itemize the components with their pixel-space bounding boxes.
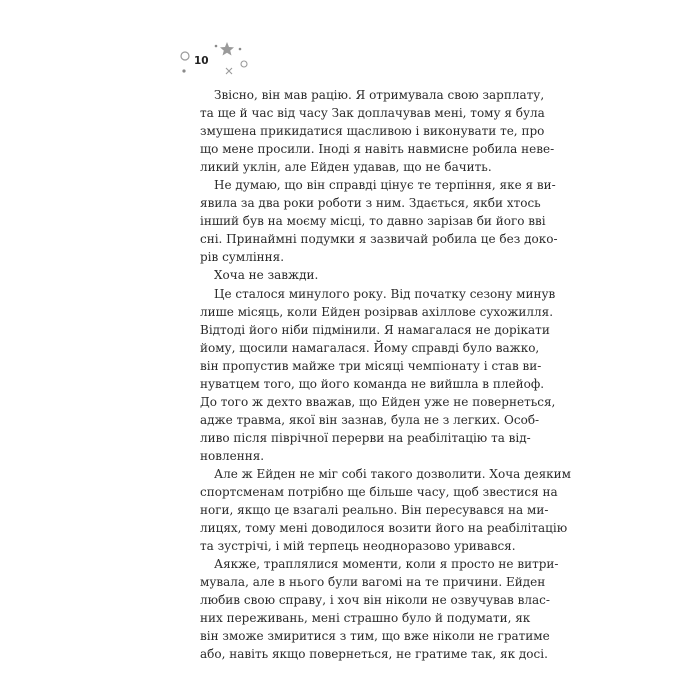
text-line: ноги, якщо це взагалі реально. Він пересувався на ми- — [200, 503, 549, 518]
text-line: йому, щосили намагалася. Йому справді було важко, — [200, 340, 540, 355]
text-line: мувала, але в нього були вагомі на те причини. Ейден — [200, 575, 546, 590]
text-line: Аякже, траплялися моменти, коли я просто не витри- — [214, 557, 559, 572]
text-line: інший був на моєму місці, то давно зарізав би його вві — [200, 214, 546, 229]
paragraph — [200, 285, 556, 465]
text-line: Відтоді його ніби підмінили. Я намагалася не дорікати — [200, 322, 550, 337]
text-line: Це сталося минулого року. Від початку сезону минув — [214, 286, 556, 301]
body-text — [200, 86, 571, 664]
paragraph — [200, 465, 571, 555]
text-line: та зустрічі, і мій терпець неодноразово уривався. — [200, 539, 516, 554]
text-line: Звісно, він мав рацію. Я отримувала свою зарплату, — [214, 88, 545, 102]
text-line: Не думаю, що він справді цінує те терпіння, яке я ви- — [214, 178, 556, 193]
text-line: них переживань, мені страшно було й подумати, як — [200, 611, 531, 626]
text-line: адже травма, якої він зазнав, була не з легких. Особ- — [200, 412, 540, 427]
paragraph — [200, 86, 555, 176]
star-icon — [220, 42, 234, 56]
circle-outline-icon — [241, 61, 247, 67]
text-line: Але ж Ейден не міг собі такого дозволити. Хоча деяким — [214, 466, 571, 481]
text-line: Хоча не завжди. — [214, 268, 319, 283]
text-line: що мене просили. Іноді я навіть навмисне робила неве- — [200, 142, 555, 157]
text-line: лише місяць, коли Ейден розірвав ахіллове сухожилля. — [200, 304, 554, 319]
dot-icon — [215, 45, 218, 48]
page-number: 10 — [194, 55, 209, 67]
sparkle-icon — [226, 68, 232, 74]
text-line: явила за два роки роботи з ним. Здається, якби хтось — [200, 196, 541, 211]
text-line: лицях, тому мені доводилося возити його на реабілітацію — [200, 521, 568, 536]
text-line: сні. Принаймні подумки я зазвичай робила це без доко- — [200, 232, 558, 247]
text-line: рів сумління. — [200, 250, 285, 265]
text-line: або, навіть якщо повернеться, не гратиме так, як досі. — [200, 647, 548, 662]
paragraph — [200, 266, 503, 284]
text-line: та ще й час від часу Зак доплачував мені, тому я була — [200, 106, 545, 121]
text-line: спортсменам потрібно ще більше часу, щоб звестися на — [200, 485, 558, 500]
dot-icon — [182, 69, 185, 72]
circle-outline-icon — [181, 52, 189, 60]
paragraph — [200, 176, 558, 266]
text-line: До того ж дехто вважав, що Ейден уже не повернеться, — [200, 394, 556, 409]
header-ornament — [172, 38, 252, 78]
text-line: нуватцем того, що його команда не вийшла в плейоф. — [200, 376, 545, 391]
text-line: він пропустив майже три місяці чемпіонату і став ви- — [200, 358, 542, 373]
text-line: змушена прикидатися щасливою і виконувати те, про — [200, 124, 545, 139]
text-line: ликий уклін, але Ейден удавав, що не бачить. — [200, 160, 492, 175]
text-line: він зможе змиритися з тим, що вже ніколи не гратиме — [200, 629, 550, 644]
paragraph — [200, 555, 559, 663]
text-line: ливо після піврічної перерви на реабілітацію та від- — [200, 430, 531, 445]
text-line: новлення. — [200, 448, 265, 463]
text-line: любив свою справу, і хоч він ніколи не озвучував влас- — [200, 593, 550, 608]
dot-icon — [239, 48, 242, 51]
